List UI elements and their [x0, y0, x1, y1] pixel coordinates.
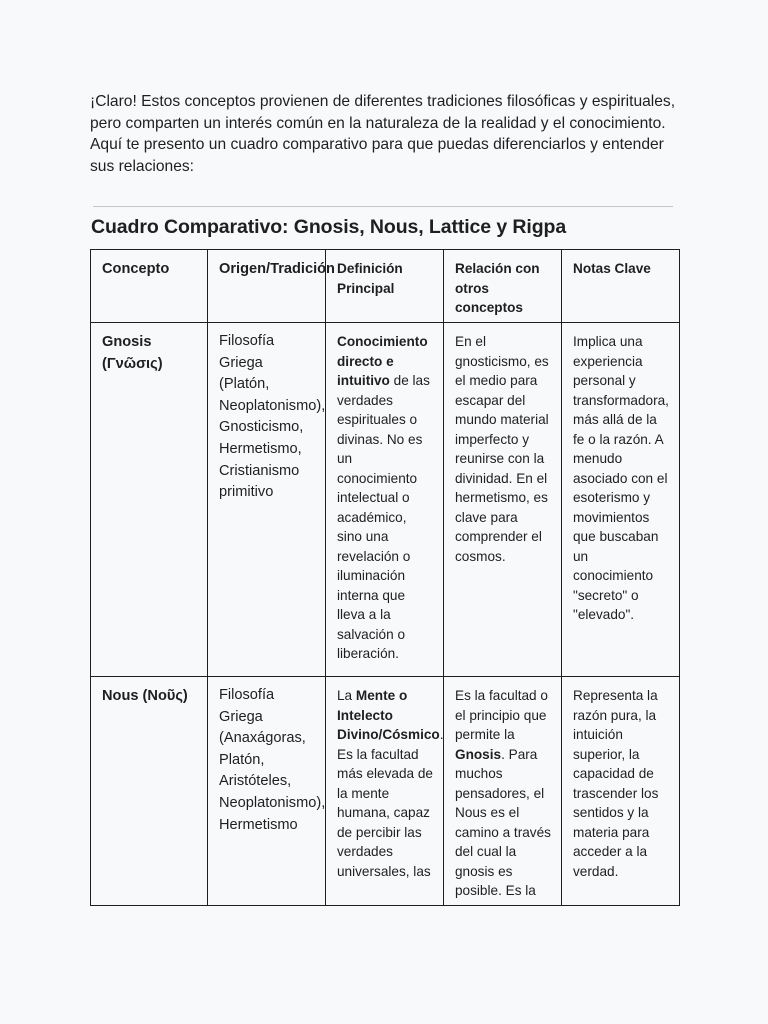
- intro-paragraph: ¡Claro! Estos conceptos provienen de diferentes tradiciones filosóficas y espirituales, pero comparten un interés común en la naturaleza de la realidad y el conocimiento. Aquí te presento un cuadro comparativo para que puedas diferenciarlos y entender sus relaciones:: [90, 93, 676, 175]
- definicion-text: de las verdades espirituales o divinas. No es un conocimiento intelectual o académico, sino una revelación o iluminación interna que lleva a la salvación o liberación.: [337, 373, 430, 661]
- page-title: Cuadro Comparativo: Gnosis, Nous, Lattice y Rigpa: [91, 216, 567, 238]
- relacion-text-a: Es la facultad o el principio que permite la: [455, 688, 548, 742]
- definicion-bold: Mente o Intelecto Divino/Cósmico: [337, 688, 440, 742]
- header-relacion: Relación con otros conceptos: [444, 250, 562, 323]
- cell-origen: Filosofía Griega (Anaxágoras, Platón, Aristóteles, Neoplatonismo), Hermetismo: [208, 677, 326, 906]
- comparison-table: [90, 249, 680, 906]
- cell-origen: Filosofía Griega (Platón, Neoplatonismo), Gnosticismo, Hermetismo, Cristianismo primitivo: [208, 323, 326, 677]
- relacion-text-b: . Para muchos pensadores, el Nous es el camino a través del cual la gnosis es posible. Es la: [455, 746, 551, 898]
- cell-relacion: En el gnosticismo, es el medio para escapar del mundo material imperfecto y reunirse con la divinidad. En el hermetismo, es clave para comprender el cosmos.: [444, 323, 562, 677]
- table-row: [91, 323, 680, 677]
- cell-concepto: Nous (Νοῦς): [91, 677, 208, 906]
- table-header-row: [91, 250, 680, 323]
- definicion-text-b: . Es la facultad más elevada de la mente humana, capaz de percibir las verdades universales, las: [337, 727, 444, 879]
- cell-notas: Implica una experiencia personal y transformadora, más allá de la fe o la razón. A menudo asociado con el esoterismo y movimientos que buscaban un conocimiento "secreto" o "elevado".: [562, 323, 680, 677]
- header-notas: Notas Clave: [562, 250, 680, 323]
- cell-notas: Representa la razón pura, la intuición superior, la capacidad de trascender los sentidos y la materia para acceder a la verdad.: [562, 677, 680, 906]
- header-definicion: Definición Principal: [326, 250, 444, 323]
- relacion-bold: Gnosis: [455, 746, 502, 762]
- cell-definicion: [326, 677, 444, 906]
- cell-definicion: [326, 323, 444, 677]
- header-concepto: Concepto: [91, 250, 208, 323]
- relacion-content: [455, 686, 553, 898]
- cell-relacion: [444, 677, 562, 906]
- divider: [93, 206, 673, 207]
- header-origen: Origen/Tradición: [208, 250, 326, 323]
- definicion-bold: Conocimiento directo e intuitivo: [337, 334, 428, 388]
- table-row: [91, 677, 680, 906]
- definicion-text-a: La: [337, 688, 356, 703]
- cell-concepto: Gnosis (Γνῶσις): [91, 323, 208, 677]
- definicion-content: [337, 686, 444, 894]
